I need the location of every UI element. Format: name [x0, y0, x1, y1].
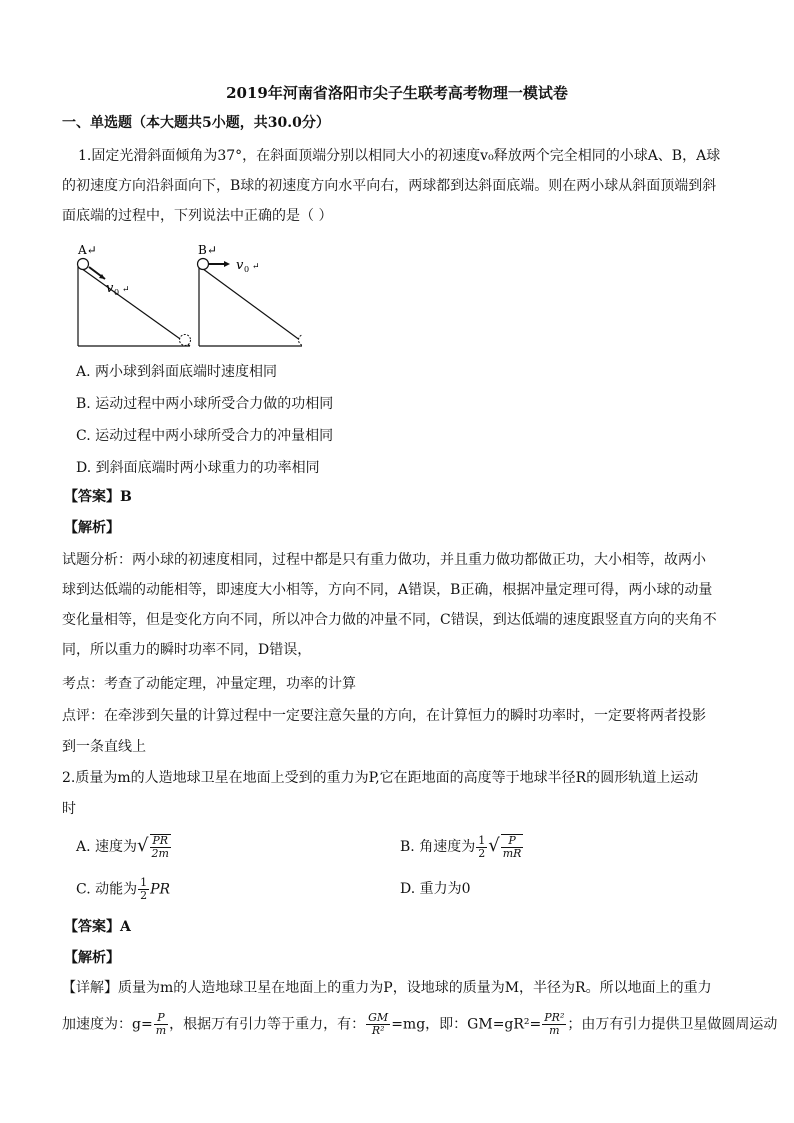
ball-b-end: [299, 335, 303, 346]
q1-analysis-line: 同，所以重力的瞬时功率不同，D错误，: [62, 642, 312, 658]
incline-figure: [72, 236, 302, 352]
q1-analysis-line: 到一条直线上: [62, 739, 146, 755]
q1-answer: 【答案】B: [64, 489, 132, 505]
label-v0-b-mark: ↵: [252, 262, 260, 272]
label-v0-a-sub: 0: [114, 288, 120, 297]
q1-option-d: D. 到斜面底端时两小球重力的功率相同: [76, 460, 320, 476]
q2-detail-line-2: 加速度为：g= $\frac{P}{m}$ ，根据万有引力等于重力，有： $\frac{GM}{\text{R²}}$ =mg，即：GM=gR²= $\frac{\text{PR²}}{m}$ ；由万有引力提供卫星做圆周运动: [62, 1011, 778, 1037]
q2-option-a: A. 速度为√ $\frac{PR}{2m}$: [76, 834, 169, 860]
q1-analysis-line: 试题分析：两小球的初速度相同，过程中都是只有重力做功，并且重力做功都做正功，大小相等，故两小: [62, 552, 706, 568]
incline-b: [198, 243, 303, 346]
page-title: 2019年河南省洛阳市尖子生联考高考物理一模试卷: [226, 84, 568, 102]
q1-analysis-line: 考点：考查了动能定理，冲量定理，功率的计算: [62, 676, 356, 692]
q2-detail-line-1: 【详解】质量为m的人造地球卫星在地面上的重力为P，设地球的质量为M，半径为R。所以地面上的重力: [62, 980, 712, 996]
q1-analysis-line: 球到达低端的动能相等，即速度大小相等，方向不同，A错误，B正确，根据冲量定理可得，两小球的动量: [62, 582, 713, 598]
q1-option-b: B. 运动过程中两小球所受合力做的功相同: [76, 396, 334, 412]
q1-line-1: 1.固定光滑斜面倾角为37°，在斜面顶端分别以相同大小的初速度v₀释放两个完全相同的小球A、B，A球: [78, 148, 721, 164]
q1-analysis-label: 【解析】: [64, 520, 120, 536]
q2-answer: 【答案】A: [64, 919, 131, 935]
incline-a: [77, 243, 191, 346]
q1-line-2: 的初速度方向沿斜面向下，B球的初速度方向水平向右，两球都到达斜面底端。则在两小球从斜面顶端到斜: [62, 178, 717, 194]
label-a: A↵: [78, 243, 97, 257]
section-heading: 一、单选题（本大题共5小题，共30.0分）: [62, 115, 330, 131]
label-v0-b: v: [236, 258, 244, 273]
q1-option-a: A. 两小球到斜面底端时速度相同: [76, 364, 278, 380]
q2-line-2: 时: [62, 801, 76, 817]
q2-option-d: D. 重力为0: [400, 881, 471, 897]
ball-a-end: [180, 335, 191, 346]
ball-b: [198, 259, 209, 270]
label-v0-a-mark: ↵: [122, 285, 130, 295]
q2-option-b: B. 角速度为 $\frac{1}{2}$ √ $\frac{P}{mR}$: [400, 833, 522, 860]
label-b: B↵: [198, 243, 217, 257]
ball-a: [78, 259, 89, 270]
label-v0-b-sub: 0: [244, 265, 250, 274]
q1-option-c: C. 运动过程中两小球所受合力的冲量相同: [76, 428, 334, 444]
label-v0-a: v: [106, 281, 114, 296]
q1-analysis-line: 变化量相等，但是变化方向不同，所以冲合力做的冲量不同，C错误，到达低端的速度跟竖直方向的夹角不: [62, 612, 717, 628]
q1-analysis-line: 点评：在牵涉到矢量的计算过程中一定要注意矢量的方向，在计算恒力的瞬时功率时，一定要将两者投影: [62, 708, 706, 724]
q2-analysis-label: 【解析】: [64, 950, 120, 966]
q1-line-3: 面底端的过程中，下列说法中正确的是（ ）: [62, 208, 333, 224]
q2-option-c: C. 动能为 $\frac{1}{2}$ PR: [76, 876, 171, 902]
q2-line-1: 2.质量为m的人造地球卫星在地面上受到的重力为P,它在距地面的高度等于地球半径R的圆形轨道上运动: [62, 770, 699, 786]
